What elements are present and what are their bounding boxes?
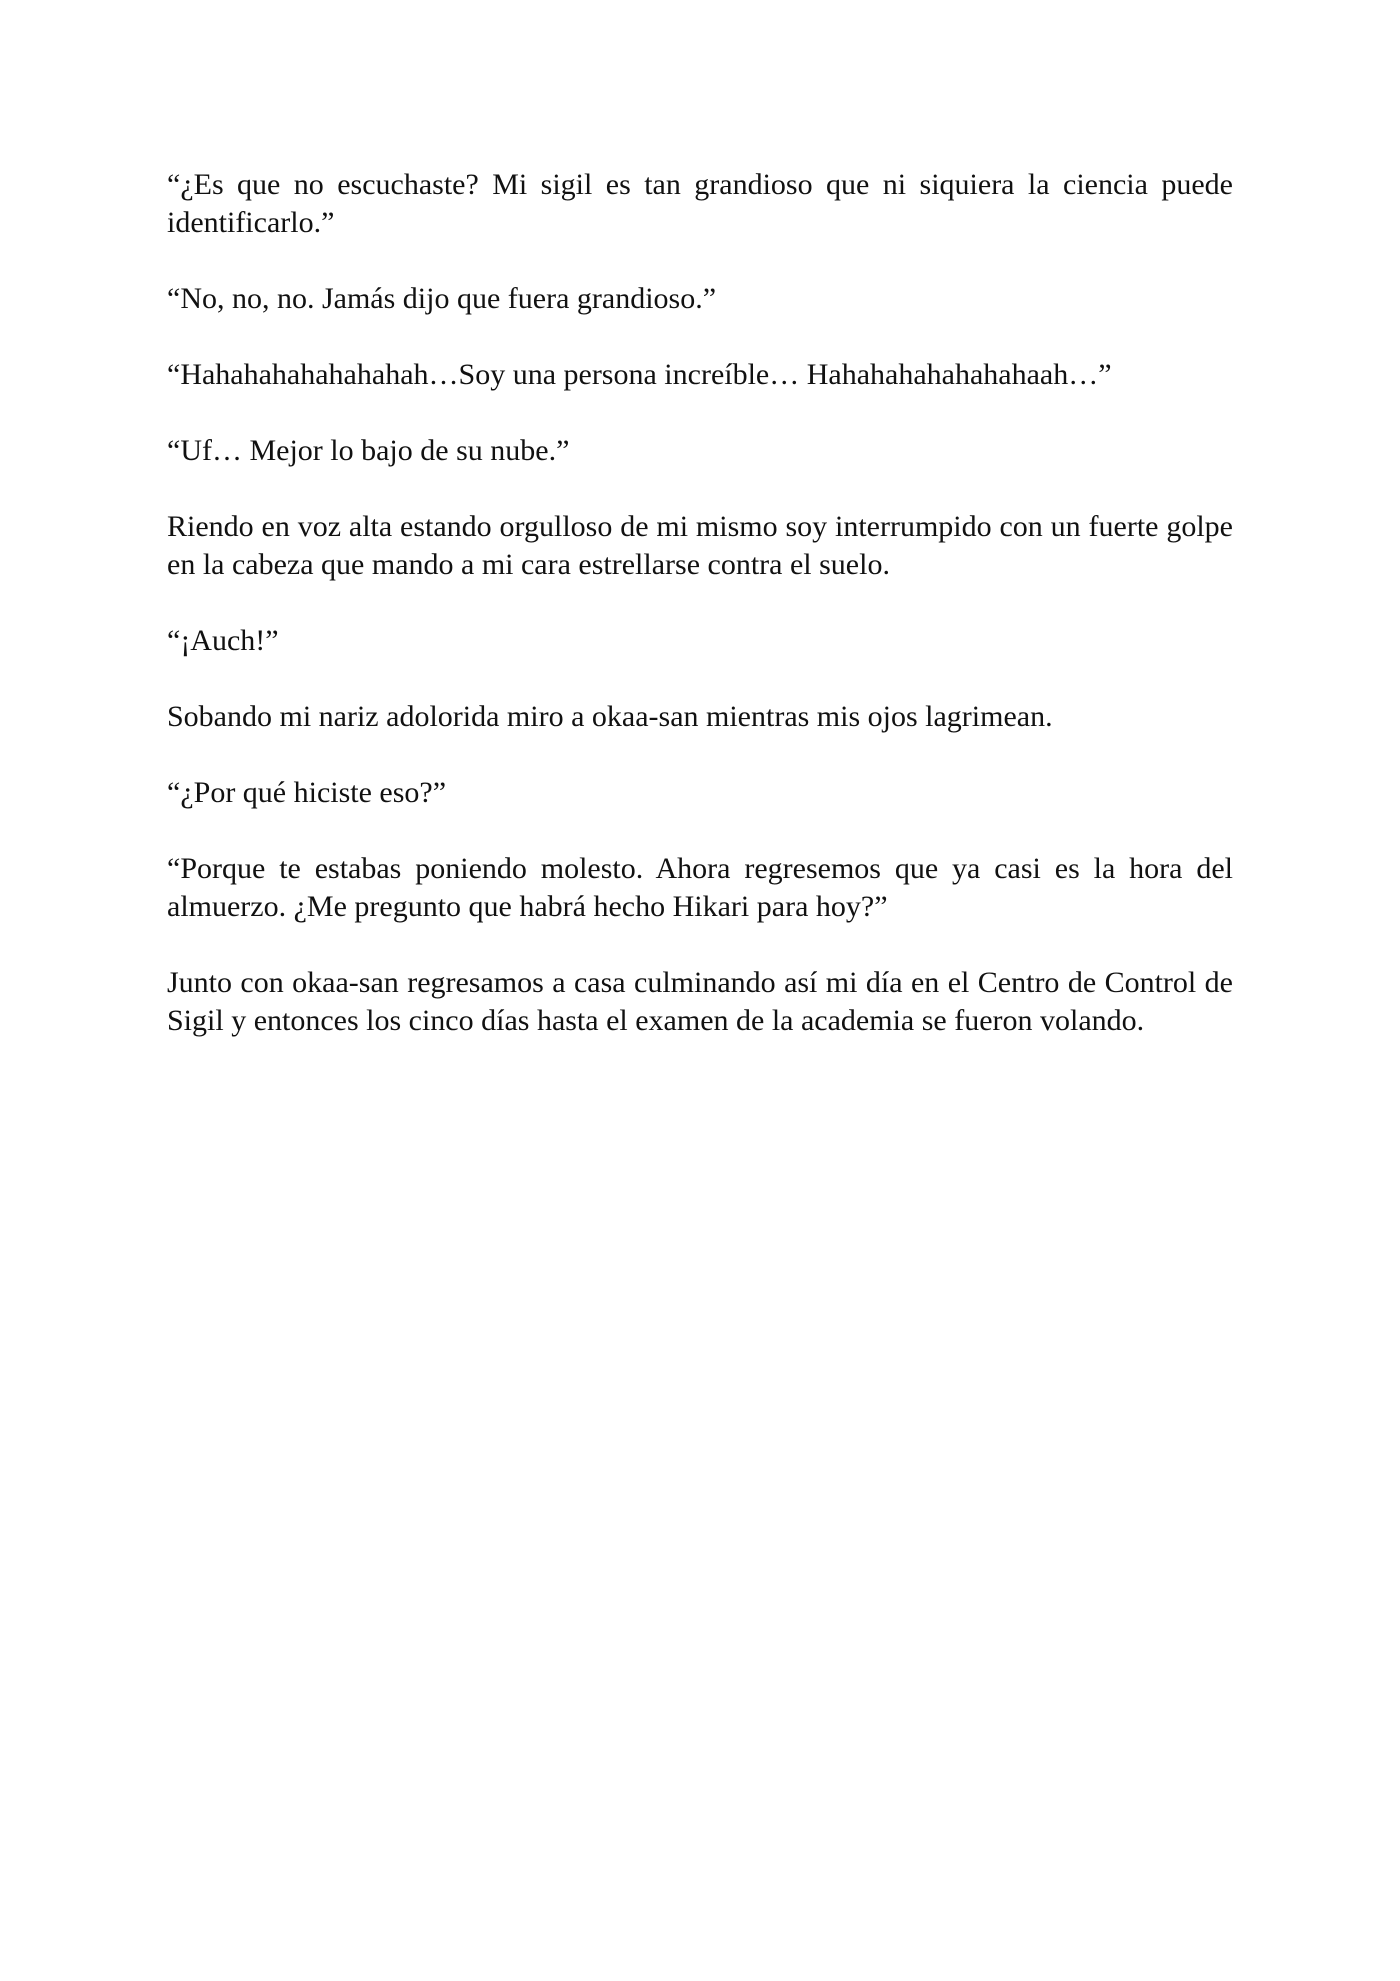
paragraph: “Uf… Mejor lo bajo de su nube.” — [167, 434, 570, 467]
paragraph: “¡Auch!” — [167, 624, 279, 657]
paragraph: Riendo en voz alta estando orgulloso de mi mismo soy interrumpido con un fuerte golpe en la cabeza que mando a mi cara estrellarse contra el suelo. — [167, 510, 1233, 581]
paragraph: Sobando mi nariz adolorida miro a okaa-san mientras mis ojos lagrimean. — [167, 700, 1053, 733]
paragraph: “Porque te estabas poniendo molesto. Ahora regresemos que ya casi es la hora del almuerzo. ¿Me pregunto que habrá hecho Hikari para hoy?” — [167, 852, 1233, 923]
document-body — [167, 166, 1233, 1078]
paragraph: “No, no, no. Jamás dijo que fuera grandioso.” — [167, 282, 717, 315]
paragraph: “¿Es que no escuchaste? Mi sigil es tan grandioso que ni siquiera la ciencia puede identificarlo.” — [167, 168, 1233, 239]
paragraph: “Hahahahahahahahah…Soy una persona increíble… Hahahahahahahahaah…” — [167, 358, 1112, 391]
paragraph: Junto con okaa-san regresamos a casa culminando así mi día en el Centro de Control de Sigil y entonces los cinco días hasta el examen de la academia se fueron volando. — [167, 966, 1233, 1037]
paragraph: “¿Por qué hiciste eso?” — [167, 776, 447, 809]
